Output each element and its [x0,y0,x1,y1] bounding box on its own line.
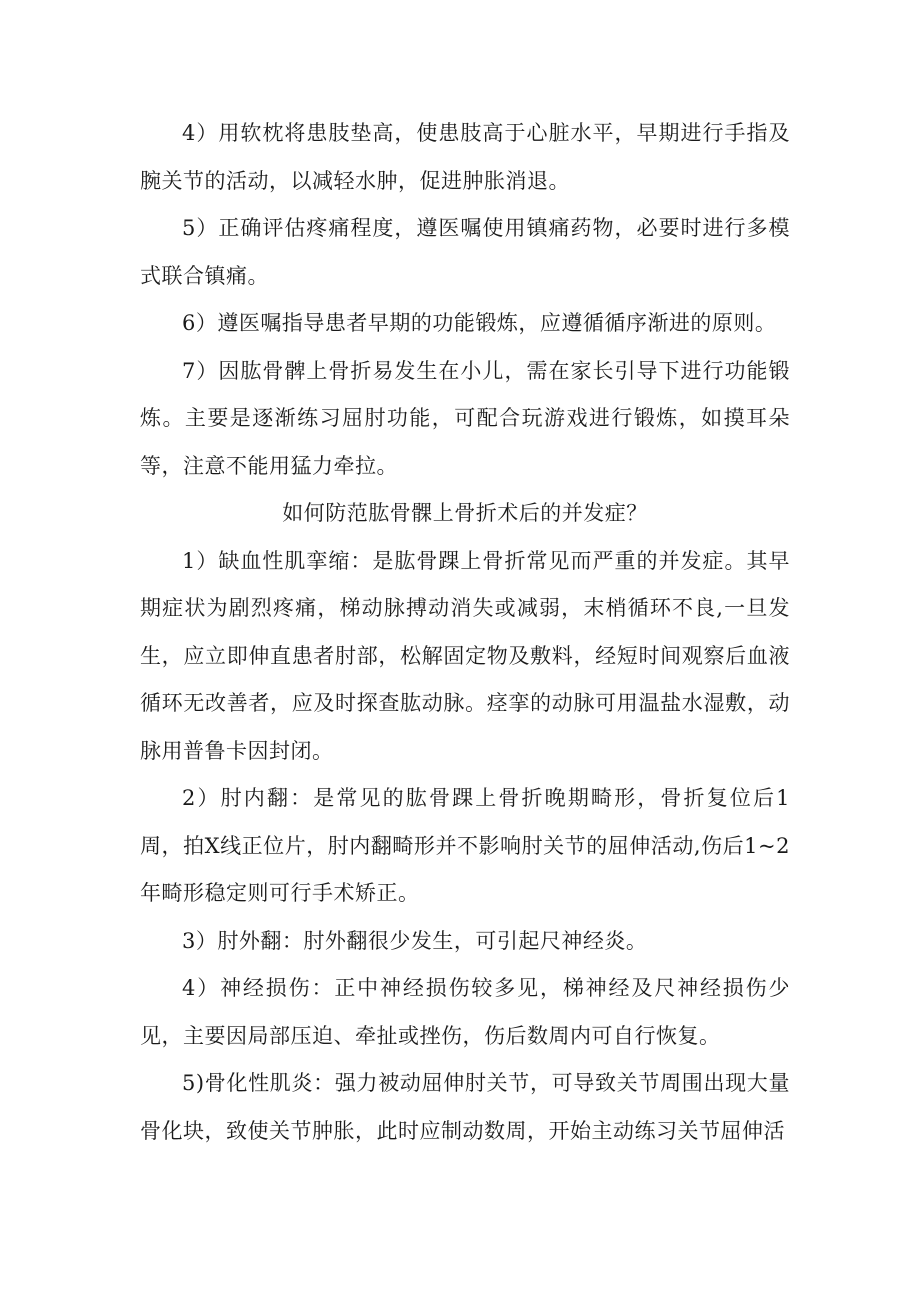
paragraph-item-6: 6）遵医嘱指导患者早期的功能锻炼，应遵循循序渐进的原则。 [182,311,777,335]
complication-cubitus-varus: 2）肘内翻：是常见的肱骨踝上骨折晚期畸形，骨折复位后1周，拍X线正位片，肘内翻畸形并不影响肘关节的屈伸活动,伤后1~2年畸形稳定则可行手术矫正。 [140,786,790,905]
paragraph-item-5: 5）正确评估疼痛程度，遵医嘱使用镇痛药物，必要时进行多模式联合镇痛。 [140,216,790,288]
complication-nerve-injury: 4）神经损伤：正中神经损伤较多见，梯神经及尺神经损伤少见，主要因局部压迫、牵扯或挫伤，伤后数周内可自行恢复。 [140,976,790,1048]
text-body [140,110,790,1155]
complication-ischemic-contracture: 1）缺血性肌挛缩：是肱骨踝上骨折常见而严重的并发症。其早期症状为剧烈疼痛，梯动脉搏动消失或减弱，末梢循环不良,一旦发生，应立即伸直患者肘部，松解固定物及敷料，经短时间观察后血液循环无改善者，应及时探查肱动脉。痉挛的动脉可用温盐水湿敷，动脉用普鲁卡因封闭。 [140,548,790,763]
complication-cubitus-valgus: 3）肘外翻：肘外翻很少发生，可引起尺神经炎。 [182,928,648,953]
paragraph-item-4: 4）用软枕将患肢垫高，使患肢高于心脏水平，早期进行手指及腕关节的活动，以减轻水肿，促进肿胀消退。 [140,121,790,193]
section-heading: 如何防范肱骨髁上骨折术后的并发症？ [282,501,648,525]
complication-myositis-ossificans: 5)骨化性肌炎：强力被动屈伸肘关节，可导致关节周围出现大量骨化块，致使关节肿胀，此时应制动数周，开始主动练习关节屈伸活 [140,1071,790,1143]
paragraph-item-7: 7）因肱骨髀上骨折易发生在小儿，需在家长引导下进行功能锻炼。主要是逐渐练习屈肘功能，可配合玩游戏进行锻炼，如摸耳朵等，注意不能用猛力牵拉。 [140,358,790,478]
